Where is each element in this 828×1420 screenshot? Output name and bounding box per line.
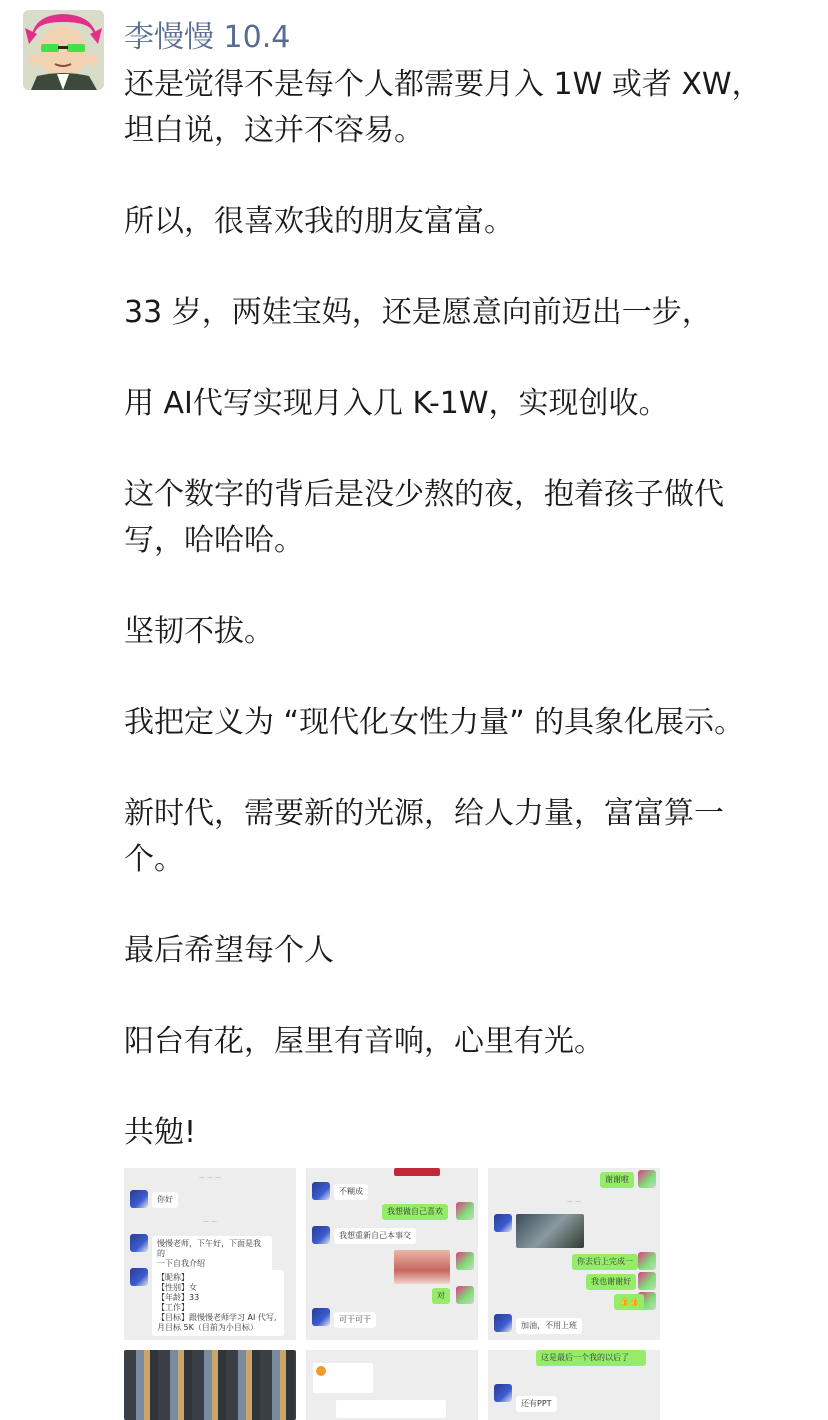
app-icon: [316, 1366, 326, 1376]
avatar: [130, 1190, 148, 1208]
photo-fragment: [394, 1168, 440, 1176]
avatar: [456, 1286, 474, 1304]
post-paragraph: 用 AI代写实现月入几 K-1W，实现创收。: [124, 386, 669, 421]
avatar: [638, 1170, 656, 1188]
avatar: [494, 1384, 512, 1402]
chat-bubble: 不糊成: [334, 1184, 368, 1200]
post-paragraph: 阳台有花，屋里有音响，心里有光。: [124, 1024, 604, 1059]
post-paragraph: 这个数字的背后是没少熬的夜，抱着孩子做代 写，哈哈哈。: [124, 477, 724, 558]
post-paragraph: 坚韧不拔。: [124, 614, 274, 649]
avatar: [312, 1182, 330, 1200]
post-paragraph: 最后希望每个人: [124, 933, 334, 968]
avatar: [456, 1252, 474, 1270]
post-paragraph: 我把定义为 “现代化女性力量” 的具象化展示。: [124, 705, 745, 740]
chat-bubble: 可干可干: [334, 1312, 376, 1328]
card-preview: [336, 1400, 446, 1418]
photo-thumbnail[interactable]: [124, 1350, 296, 1420]
photo-fragment: [516, 1214, 584, 1248]
avatar: [312, 1226, 330, 1244]
post-paragraph: 所以，很喜欢我的朋友富富。: [124, 204, 514, 239]
post-paragraph: 新时代，需要新的光源，给人力量，富富算一 个。: [124, 796, 724, 877]
chat-bubble: 我想重新自己本事交: [334, 1228, 416, 1244]
post-paragraph: 还是觉得不是每个人都需要月入 1W 或者 XW， 坦白说，这并不容易。: [124, 67, 762, 148]
avatar: [638, 1252, 656, 1270]
chat-bubble: 👍👍: [614, 1294, 644, 1310]
chat-bubble: 你去后上完成一: [572, 1254, 638, 1270]
chat-bubble: 【昵称】 【性别】女 【年龄】33 【工作】 【目标】跟慢慢老师学习 AI 代写, 月目标 5K（目前为小目标）: [152, 1270, 284, 1336]
author-avatar[interactable]: [23, 10, 104, 90]
chat-screenshot-thumbnail[interactable]: [306, 1168, 478, 1340]
avatar-illustration: [23, 10, 104, 90]
chat-bubble: 加油，不用上班: [516, 1318, 582, 1334]
avatar: [312, 1308, 330, 1326]
avatar: [130, 1268, 148, 1286]
photo-fragment: [124, 1350, 296, 1420]
post-paragraph: 共勉!: [124, 1115, 197, 1150]
avatar: [130, 1234, 148, 1252]
avatar: [456, 1202, 474, 1220]
chat-bubble: 你好: [152, 1192, 178, 1208]
avatar: [494, 1214, 512, 1232]
chat-bubble: 这是最后一个我的以后了: [536, 1350, 646, 1366]
chat-bubble: 我想做自己喜欢: [382, 1204, 448, 1220]
author-name[interactable]: 李慢慢 10.4: [124, 20, 291, 55]
post-paragraph: 33 岁，两娃宝妈，还是愿意向前迈出一步，: [124, 295, 712, 330]
avatar: [638, 1272, 656, 1290]
chat-screenshot-thumbnail[interactable]: [124, 1168, 296, 1340]
chat-bubble: 对: [432, 1288, 450, 1304]
chat-bubble: 我也谢谢好: [586, 1274, 636, 1290]
timestamp: — —: [203, 1218, 217, 1225]
chat-screenshot-thumbnail[interactable]: [488, 1168, 660, 1340]
chat-bubble: 谢谢啦: [600, 1172, 634, 1188]
timestamp: — —: [567, 1198, 581, 1205]
chat-screenshot-thumbnail[interactable]: [488, 1350, 660, 1420]
chat-bubble: 还有PPT: [516, 1396, 557, 1412]
photo-fragment: [394, 1250, 450, 1284]
timestamp: — — —: [199, 1174, 221, 1181]
chat-screenshot-thumbnail[interactable]: [306, 1350, 478, 1420]
avatar: [494, 1314, 512, 1332]
chat-bubble: 慢慢老师，下午好，下面是我的 一下自我介绍: [152, 1236, 272, 1272]
post-body: [124, 62, 809, 1201]
image-grid: [124, 1168, 664, 1420]
